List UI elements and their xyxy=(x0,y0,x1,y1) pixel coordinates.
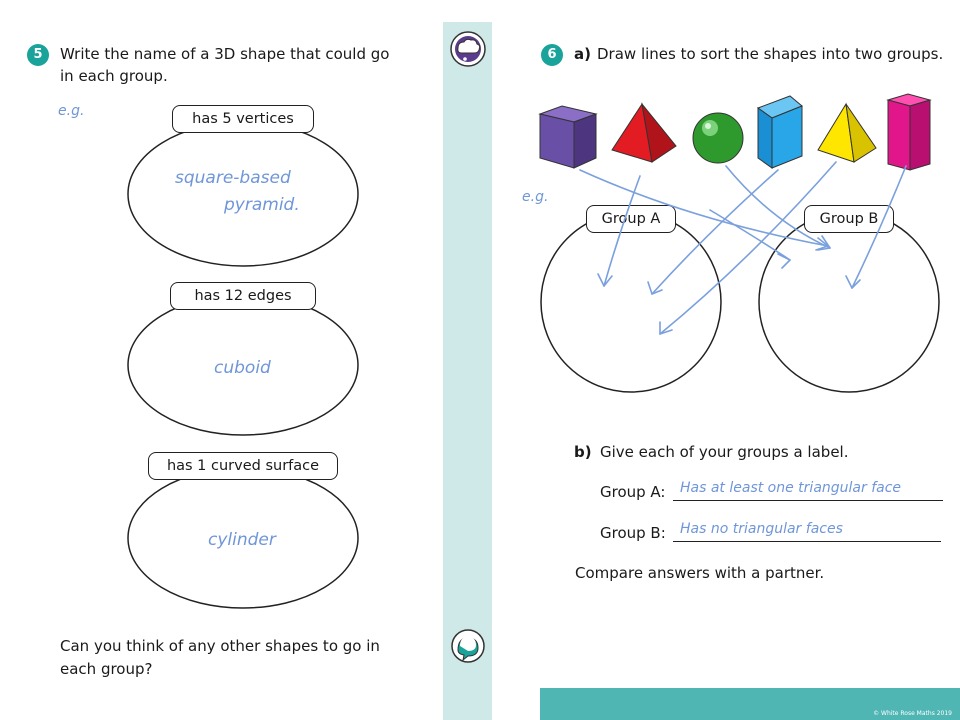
example-note: e.g. xyxy=(58,103,85,119)
part-a-instruction: Draw lines to sort the shapes into two groups. xyxy=(597,45,944,63)
question-number-badge-6: 6 xyxy=(541,44,563,66)
example-note-6: e.g. xyxy=(522,189,549,205)
sorting-arrows xyxy=(540,150,960,350)
group-b-answer-line xyxy=(673,541,941,542)
answer-pyramid-continued: pyramid. xyxy=(224,195,300,215)
group-a-prefix: Group A: xyxy=(600,483,666,501)
thinking-cloud-icon xyxy=(449,30,487,68)
group-label-edges: has 12 edges xyxy=(170,282,316,310)
followup-question-continued: each group? xyxy=(60,660,153,678)
group-label-vertices: has 5 vertices xyxy=(172,105,314,133)
footer-band xyxy=(540,688,960,720)
question-prompt: Write the name of a 3D shape that could go xyxy=(60,45,390,63)
group-b-answer: Has no triangular faces xyxy=(680,521,843,537)
arrow-prism-to-a xyxy=(652,170,778,294)
answer-square-based-pyramid: square-based xyxy=(175,168,291,188)
answer-cuboid: cuboid xyxy=(214,358,271,378)
part-b-instruction: Give each of your groups a label. xyxy=(600,443,849,461)
group-a-answer: Has at least one triangular face xyxy=(680,480,902,496)
answer-cylinder: cylinder xyxy=(208,530,276,550)
arrow-tetrahedron-to-a xyxy=(660,162,836,334)
question-number-badge: 5 xyxy=(27,44,49,66)
group-a-answer-line xyxy=(673,500,943,501)
copyright-text: © White Rose Maths 2019 xyxy=(873,710,952,717)
compare-instruction: Compare answers with a partner. xyxy=(575,564,825,582)
group-oval-vertices xyxy=(126,118,360,270)
question-prompt-continued: in each group. xyxy=(60,67,168,85)
group-a-label: Group A xyxy=(586,205,676,233)
group-b-prefix: Group B: xyxy=(600,524,666,542)
part-a-marker: a) xyxy=(574,45,591,63)
speech-bubble-icon xyxy=(450,628,486,664)
arrow-cube-to-b xyxy=(580,170,828,246)
part-b-marker: b) xyxy=(574,443,592,461)
arrow-cuboid-to-b xyxy=(852,166,906,288)
group-label-curved-surface: has 1 curved surface xyxy=(148,452,338,480)
arrow-pyramid-to-a xyxy=(604,176,640,286)
divider-band xyxy=(443,22,492,720)
followup-question: Can you think of any other shapes to go in xyxy=(60,637,380,655)
group-b-label: Group B xyxy=(804,205,894,233)
